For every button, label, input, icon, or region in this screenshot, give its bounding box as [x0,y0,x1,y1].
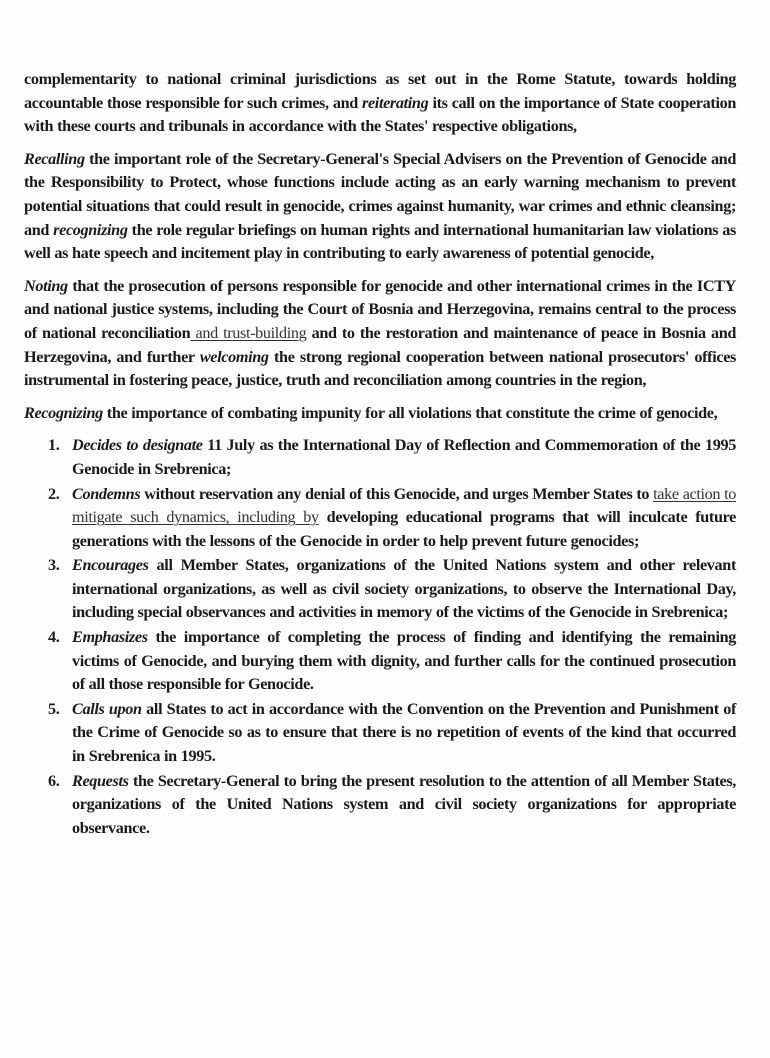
italic-keyword: welcoming [199,347,269,366]
italic-lead-word: Calls upon [72,699,142,718]
clause-number: 4. [48,628,60,647]
operative-clauses-list [24,434,736,840]
italic-keyword: recognizing [53,220,128,239]
clause-number: 2. [48,484,60,503]
clause-number: 5. [48,699,60,718]
clause-text: without reservation any denial of this Genocide, and urges Member States to [140,484,654,503]
clause-number: 1. [48,436,60,455]
clause-text: the Secretary-General to bring the present resolution to the attention of all Member States, organizations of the United Nations system and civil society organizations for appropriate observance. [72,771,736,837]
paragraph-text: complementarity to national criminal jurisdictions as set out in the Rome Statute, towards holding accountable those responsible for such crimes, and [24,70,736,112]
underlined-insertion: and trust-building [190,323,307,342]
paragraph-text: the strong regional cooperation between national prosecutors' offices instrumental in fostering peace, justice, truth and reconciliation among countries in the region, [24,347,736,390]
clause-text: 11 July as the International Day of Reflection and Commemoration of the 1995 Genocide in Srebrenica; [72,436,736,478]
paragraph-text: the role regular briefings on human rights and international humanitarian law violations as well as hate speech and incitement play in contributing to early awareness of potential genocide, [24,220,736,263]
paragraph-text: the important role of the Secretary-General's Special Advisers on the Prevention of Genocide and the Responsibility to Protect, whose functions include acting as an early warning mechanism to prevent potential situations that could result in genocide, crimes against humanity, war crimes and ethnic cleansing; and [24,149,736,239]
preamble-paragraph-continuation [24,68,736,139]
operative-clause-1 [24,434,736,481]
italic-lead-word: Requests [72,771,129,790]
preamble-paragraph-noting [24,275,736,393]
paragraph-text: that the prosecution of persons responsible for genocide and other international crimes in the ICTY and national justice systems, including the Court of Bosnia and Herzegovina, remains central to the process of national reconciliation [24,276,736,342]
operative-clause-2 [24,483,736,554]
italic-lead-word: Condemns [72,484,141,503]
preamble-paragraph-recalling [24,148,736,266]
operative-clause-5 [24,698,736,769]
italic-lead-word: Decides to designate [72,436,203,455]
operative-clause-4 [24,626,736,697]
underlined-insertion: take action to mitigate such dynamics, including by [72,484,737,527]
paragraph-text: the importance of combating impunity for all violations that constitute the crime of genocide, [102,403,718,422]
operative-clause-6 [24,770,736,841]
paragraph-text: its call on the importance of State cooperation with these courts and tribunals in accordance with the States' respective obligations, [24,93,736,136]
italic-lead-word: Recognizing [24,403,103,422]
italic-lead-word: Noting [24,276,68,295]
paragraph-text: and to the restoration and maintenance of peace in Bosnia and Herzegovina, and further [24,323,736,366]
clause-text: the importance of completing the process of finding and identifying the remaining victims of Genocide, and burying them with dignity, and further calls for the continued prosecution of all those responsible for Genocide. [72,628,736,694]
clause-number: 6. [48,771,60,790]
clause-number: 3. [48,556,60,575]
italic-lead-word: Encourages [72,556,149,575]
clause-text: developing educational programs that will inculcate future generations with the lessons of the Genocide in order to help prevent future genocides; [72,508,736,550]
resolution-page [24,68,736,841]
preamble-paragraph-recognizing [24,402,736,426]
italic-lead-word: Recalling [24,149,85,168]
clause-text: all Member States, organizations of the United Nations system and other relevant international organizations, as well as civil society organizations, to observe the International Day, including special observances and activities in memory of the victims of the Genocide in Srebrenica; [72,556,736,622]
italic-lead-word: Emphasizes [72,628,148,647]
operative-clause-3 [24,554,736,625]
clause-text: all States to act in accordance with the Convention on the Prevention and Punishment of the Crime of Genocide so as to ensure that there is no repetition of events of the kind that occurred in Srebrenica in 1995. [72,699,736,766]
italic-keyword: reiterating [362,93,429,112]
